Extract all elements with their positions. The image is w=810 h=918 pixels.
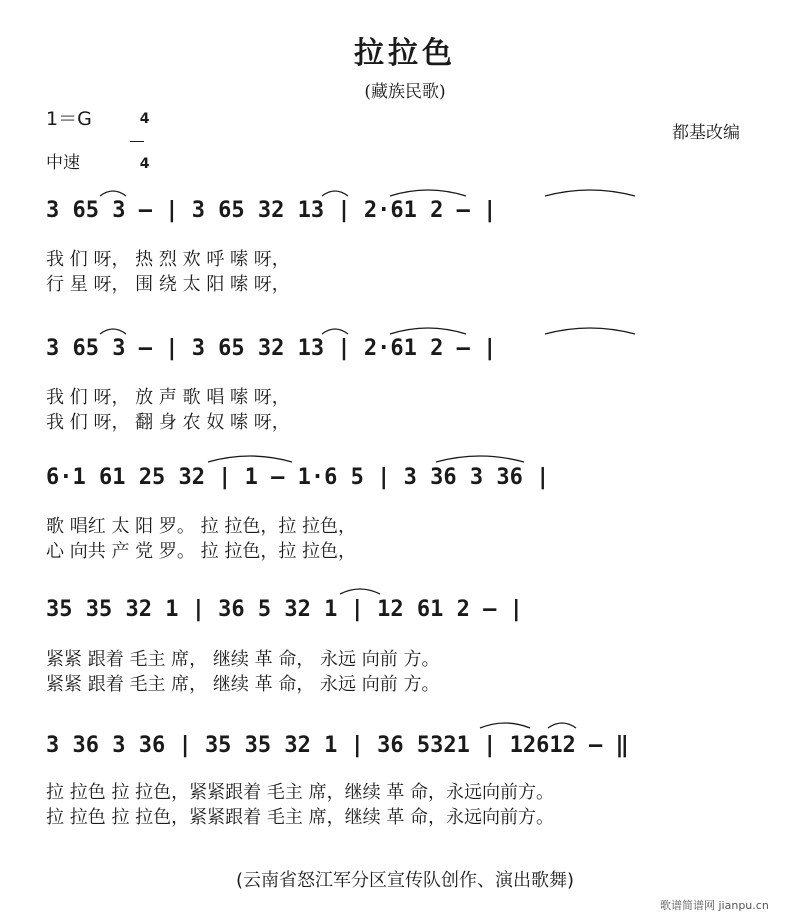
- slur: [208, 456, 292, 462]
- tempo-marking: 中速: [46, 153, 80, 173]
- lyrics-line-2a: 我 们 呀， 放 声 歌 唱 嗦 呀，: [46, 387, 290, 408]
- song-title: 拉拉色: [354, 36, 456, 71]
- arranger-credit: 都基改编: [672, 123, 740, 143]
- key-signature: 1＝G: [46, 108, 92, 130]
- lyrics-line-3b: 心 向共 产 党 罗。 拉 拉色，拉 拉色，: [46, 541, 357, 562]
- lyrics-line-1a: 我 们 呀， 热 烈 欢 呼 嗦 呀，: [46, 249, 290, 270]
- slur: [340, 589, 380, 594]
- notation-line-5: 3 36 3 36 | 35 35 32 1 | 36 5321 | 12612 – ‖: [46, 733, 629, 758]
- slur: [545, 190, 635, 196]
- lyrics-line-4b: 紧紧 跟着 毛主 席， 继续 革 命， 永远 向前 方。: [46, 674, 440, 695]
- lyrics-line-3a: 歌 唱红 太 阳 罗。 拉 拉色，拉 拉色，: [46, 516, 357, 537]
- notation-line-2: 3 65 3 – | 3 65 32 13 | 2·61 2 – |: [46, 336, 497, 361]
- lyrics-line-1b: 行 星 呀， 围 绕 太 阳 嗦 呀，: [46, 274, 290, 295]
- lyrics-line-5a: 拉 拉色 拉 拉色，紧紧跟着 毛主 席，继续 革 命，永远向前方。: [46, 782, 555, 803]
- slur: [100, 329, 126, 334]
- source-credit: (云南省怒江军分区宣传队创作、演出歌舞): [235, 870, 575, 891]
- lyrics-line-4a: 紧紧 跟着 毛主 席， 继续 革 命， 永远 向前 方。: [46, 649, 440, 670]
- slur: [480, 723, 530, 728]
- lyrics-line-2b: 我 们 呀， 翻 身 农 奴 嗦 呀，: [46, 412, 290, 433]
- slur: [322, 191, 348, 196]
- slur: [436, 456, 524, 462]
- slur: [545, 328, 635, 334]
- slur: [322, 329, 348, 334]
- time-signature-top: 4: [139, 111, 150, 127]
- song-subtitle: (藏族民歌): [364, 82, 446, 102]
- slur: [100, 191, 126, 196]
- notation-line-1: 3 65 3 – | 3 65 32 13 | 2·61 2 – |: [46, 198, 497, 223]
- slur: [390, 190, 466, 196]
- watermark: 歌谱简谱网 jianpu.cn: [660, 899, 769, 912]
- notation-line-3: 6·1 61 25 32 | 1 – 1·6 5 | 3 36 3 36 |: [46, 465, 550, 490]
- notation-line-4: 35 35 32 1 | 36 5 32 1 | 12 61 2 – |: [46, 597, 523, 622]
- time-signature-bottom: 4: [139, 156, 150, 172]
- lyrics-line-5b: 拉 拉色 拉 拉色，紧紧跟着 毛主 席，继续 革 命，永远向前方。: [46, 807, 555, 828]
- slur: [548, 723, 576, 728]
- slur: [390, 328, 466, 334]
